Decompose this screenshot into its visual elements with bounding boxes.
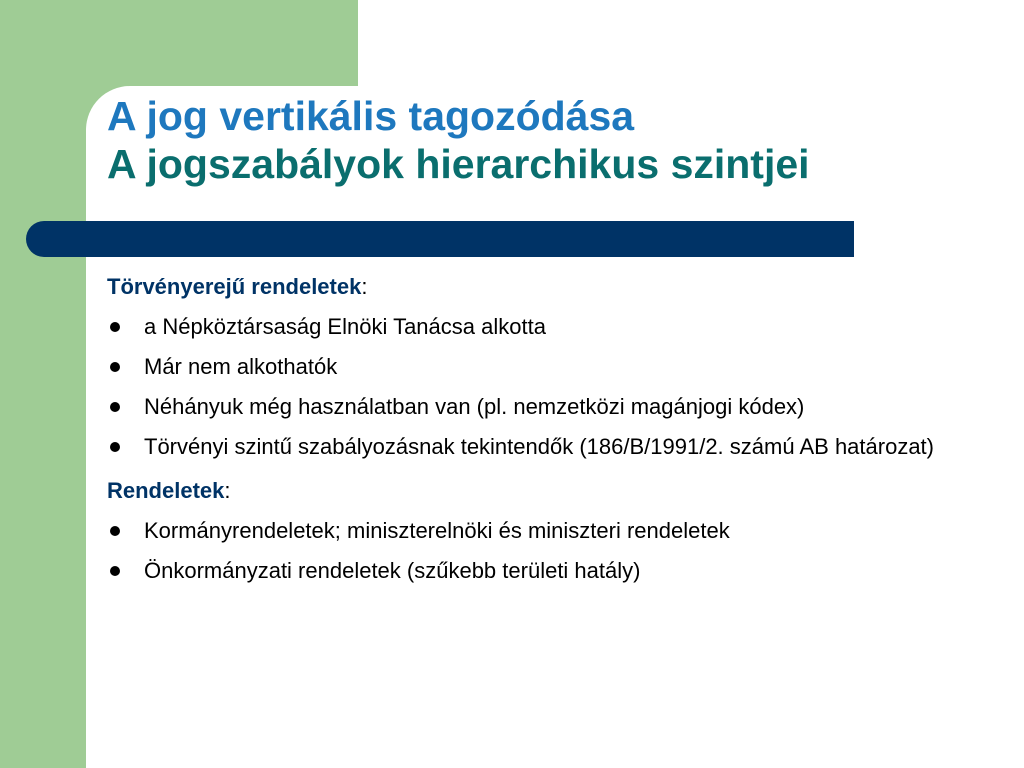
list-item-text: Néhányuk még használatban van (pl. nemzetközi magánjogi kódex)	[144, 394, 805, 419]
list-item-text: Kormányrendeletek; miniszterelnöki és miniszteri rendeletek	[144, 518, 730, 543]
bullet-dot-icon	[110, 566, 120, 576]
list-item-text: a Népköztársaság Elnöki Tanácsa alkotta	[144, 314, 546, 339]
slide-title: A jog vertikális tagozódása	[107, 93, 635, 139]
bullet-dot-icon	[110, 526, 120, 536]
list-item	[107, 554, 987, 588]
slide-subtitle: A jogszabályok hierarchikus szintjei	[107, 141, 810, 187]
section-rendeletek	[107, 474, 987, 588]
section-heading-keyword: Rendeletek	[107, 478, 225, 503]
list-item-text: Önkormányzati rendeletek (szűkebb területi hatály)	[144, 558, 641, 583]
list-item-text: Már nem alkothatók	[144, 354, 338, 379]
title-divider-bar	[26, 221, 854, 257]
bullet-list	[107, 514, 987, 588]
section-heading-keyword: Törvényerejű rendeletek	[107, 274, 362, 299]
bullet-dot-icon	[110, 402, 120, 412]
list-item	[107, 390, 987, 424]
section-heading	[107, 270, 987, 304]
list-item-text: Törvényi szintű szabályozásnak tekintendők (186/B/1991/2. számú AB határozat)	[144, 434, 934, 459]
bullet-dot-icon	[110, 442, 120, 452]
list-item	[107, 430, 987, 464]
list-item	[107, 350, 987, 384]
list-item	[107, 310, 987, 344]
bullet-dot-icon	[110, 322, 120, 332]
section-heading	[107, 474, 987, 508]
section-heading-colon: :	[224, 478, 231, 503]
bullet-list	[107, 310, 987, 464]
bullet-dot-icon	[110, 362, 120, 372]
list-item	[107, 514, 987, 548]
slide-body	[107, 270, 987, 588]
section-torvenyereju-rendeletek	[107, 270, 987, 464]
title-block	[107, 92, 1007, 188]
section-heading-colon: :	[361, 274, 368, 299]
